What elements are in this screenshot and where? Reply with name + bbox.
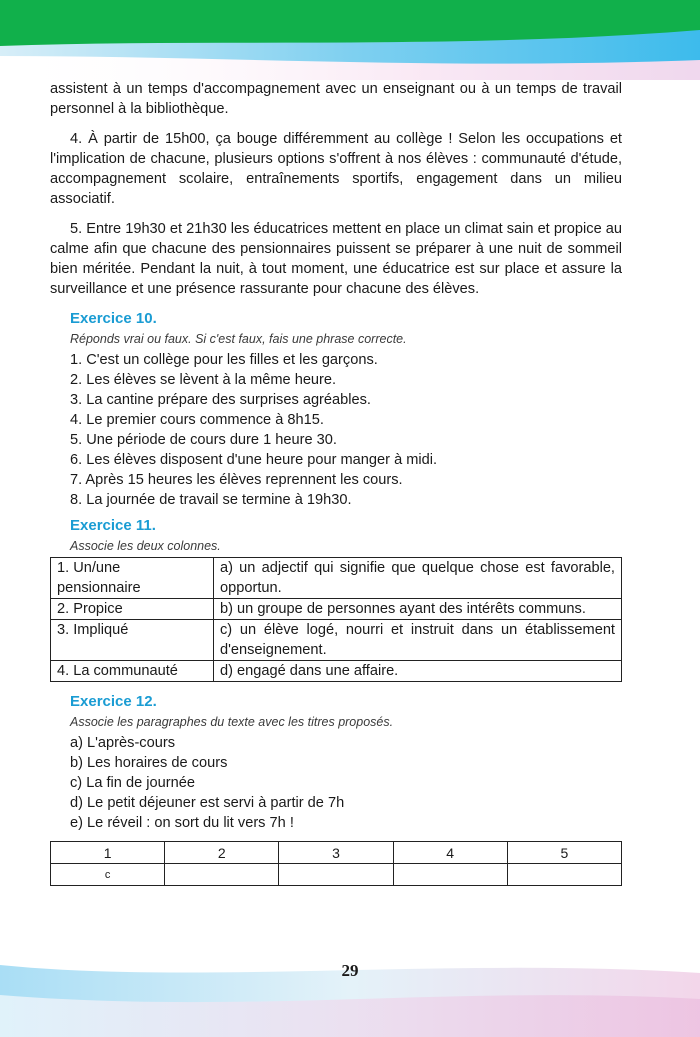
list-item: 7. Après 15 heures les élèves reprennent les cours.	[70, 472, 403, 488]
list-item: c) La fin de journée	[70, 775, 195, 791]
page-number: 29	[341, 961, 359, 980]
exercise-11	[50, 516, 622, 682]
table-cell-definition: d) engagé dans une affaire.	[214, 661, 622, 682]
exercise-10	[50, 309, 622, 510]
list-item: 6. Les élèves disposent d'une heure pour manger à midi.	[70, 452, 438, 468]
answer-header-cell: 2	[165, 842, 279, 864]
exercise-12-list	[70, 733, 622, 833]
answer-header-cell: 3	[279, 842, 393, 864]
exercise-10-list	[70, 350, 622, 510]
header-decoration	[0, 0, 700, 80]
table-cell-term: 4. La communauté	[51, 661, 214, 682]
answer-header-cell: 1	[51, 842, 165, 864]
paragraph-4: 4. À partir de 15h00, ça bouge différemment au collège ! Selon les occupations et l'implication de chacune, plusieurs options s'offrent à nos élèves : communauté d'étude, accompagnement scolaire, entraînements sportifs, engagement dans un milieu associatif.	[50, 131, 622, 207]
list-item: e) Le réveil : on sort du lit vers 7h !	[70, 815, 294, 831]
table-row	[51, 620, 622, 661]
answer-cell[interactable]	[507, 864, 621, 886]
table-cell-term: 3. Impliqué	[51, 620, 214, 661]
exercise-10-title: Exercice 10.	[70, 310, 157, 327]
answer-cell[interactable]	[393, 864, 507, 886]
table-row	[51, 599, 622, 620]
table-cell-definition: a) un adjectif qui signifie que quelque chose est favorable, opportun.	[214, 558, 622, 599]
answer-table	[50, 841, 622, 886]
list-item: 5. Une période de cours dure 1 heure 30.	[70, 432, 337, 448]
table-row	[51, 558, 622, 599]
list-item: a) L'après-cours	[70, 735, 175, 751]
table-cell-definition: c) un élève logé, nourri et instruit dans un établissement d'enseignement.	[214, 620, 622, 661]
list-item: 8. La journée de travail se termine à 19h30.	[70, 492, 352, 508]
paragraph-3-continued: assistent à un temps d'accompagnement avec un enseignant ou à un temps de travail personnel à la bibliothèque.	[50, 81, 622, 117]
association-table	[50, 557, 622, 682]
paragraph-5: 5. Entre 19h30 et 21h30 les éducatrices mettent en place un climat sain et propice au calme afin que chacune des pensionnaires puissent se préparer à une nuit de sommeil bien méritée. Pendant la nuit, à tout moment, une éducatrice est sur place et assure la surveillance et une présence rassurante pour chacune des élèves.	[50, 221, 622, 297]
page-content	[50, 79, 622, 886]
answer-header-cell: 5	[507, 842, 621, 864]
table-row	[51, 661, 622, 682]
list-item: d) Le petit déjeuner est servi à partir de 7h	[70, 795, 345, 811]
exercise-11-instruction: Associe les deux colonnes.	[70, 539, 221, 553]
answer-cell[interactable]	[165, 864, 279, 886]
list-item: 2. Les élèves se lèvent à la même heure.	[70, 372, 337, 388]
exercise-10-instruction: Réponds vrai ou faux. Si c'est faux, fais une phrase correcte.	[70, 332, 407, 346]
answer-header-cell: 4	[393, 842, 507, 864]
exercise-12	[50, 692, 622, 886]
table-cell-term: 2. Propice	[51, 599, 214, 620]
header-wave	[0, 0, 700, 80]
table-cell-definition: b) un groupe de personnes ayant des intérêts communs.	[214, 599, 622, 620]
list-item: 4. Le premier cours commence à 8h15.	[70, 412, 324, 428]
answer-cell[interactable]: c	[51, 864, 165, 886]
exercise-12-instruction: Associe les paragraphes du texte avec les titres proposés.	[70, 715, 394, 729]
answer-header-row	[51, 842, 622, 864]
exercise-12-title: Exercice 12.	[70, 693, 157, 710]
answer-row	[51, 864, 622, 886]
answer-cell[interactable]	[279, 864, 393, 886]
table-cell-term: 1. Un/une pensionnaire	[51, 558, 214, 599]
list-item: 3. La cantine prépare des surprises agréables.	[70, 392, 371, 408]
list-item: 1. C'est un collège pour les filles et les garçons.	[70, 352, 378, 368]
list-item: b) Les horaires de cours	[70, 755, 228, 771]
exercise-11-title: Exercice 11.	[70, 517, 156, 534]
